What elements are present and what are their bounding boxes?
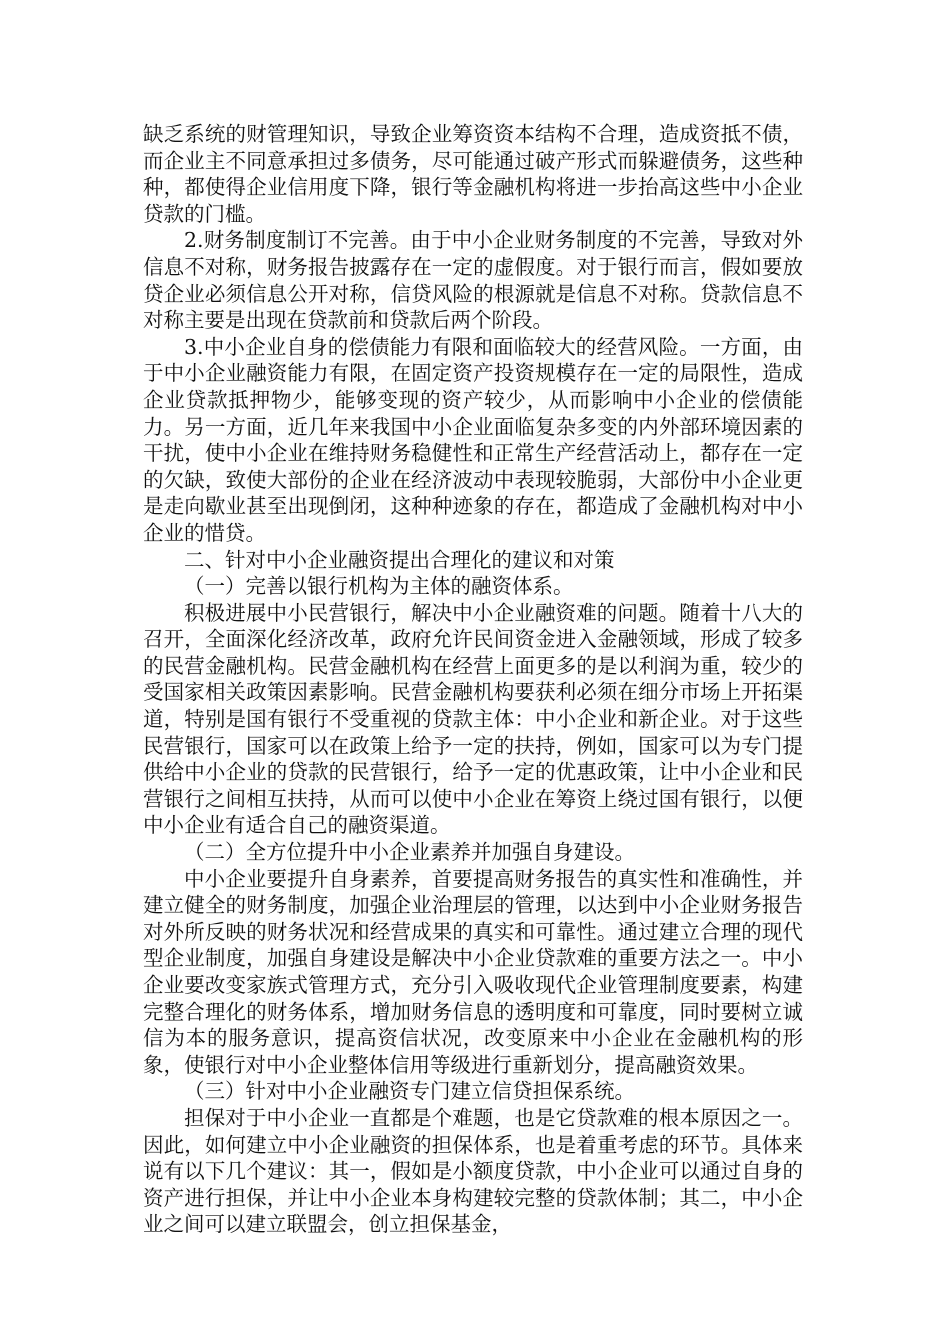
paragraph-debt-capacity: 3.中小企业自身的偿债能力有限和面临较大的经营风险。一方面，由于中小企业融资能力有限，在固定资产投资规模存在一定的局限性，造成企业贷款抵押物少，能够变现的资产较少，从而影响中小企业的偿债能力。另一方面，近几年来我国中小企业面临复杂多变的内外部环境因素的干扰，使中小企业在维持财务稳健性和正常生产经营活动上，都存在一定的欠缺，致使大部份的企业在经济波动中表现较脆弱，大部份中小企业更是走向歇业甚至出现倒闭，这种种迹象的存在，都造成了金融机构对中小企业的惜贷。 xyxy=(143,334,803,545)
section-heading-suggestions: 二、针对中小企业融资提出合理化的建议和对策 xyxy=(184,547,615,572)
paragraph-financial-system: 2.财务制度制订不完善。由于中小企业财务制度的不完善，导致对外信息不对称，财务报告披露存在一定的虚假度。对于银行而言，假如要放贷企业必须信息公开对称，信贷风险的根源就是信息不对称。贷款信息不对称主要是出现在贷款前和贷款后两个阶段。 xyxy=(143,228,803,333)
subheading-self-improvement: （二）全方位提升中小企业素养并加强自身建设。 xyxy=(184,840,635,865)
paragraph-credit-threshold: 缺乏系统的财管理知识，导致企业筹资资本结构不合理，造成资抵不债，而企业主不同意承担过多债务，尽可能通过破产形式而躲避债务，这些种种，都使得企业信用度下降，银行等金融机构将进一步抬高这些中小企业贷款的门槛。 xyxy=(143,122,803,226)
subheading-banking-system: （一）完善以银行机构为主体的融资体系。 xyxy=(184,574,574,599)
paragraph-private-banks: 积极进展中小民营银行，解决中小企业融资难的问题。随着十八大的召开，全面深化经济改革，政府允许民间资金进入金融领域，形成了较多的民营金融机构。民营金融机构在经营上面更多的是以利润为重，较少的受国家相关政策因素影响。民营金融机构要获利必须在细分市场上开拓渠道，特别是国有银行不受重视的贷款主体：中小企业和新企业。对于这些民营银行，国家可以在政策上给予一定的扶持，例如，国家可以为专门提供给中小企业的贷款的民营银行，给予一定的优惠政策，让中小企业和民营银行之间相互扶持，从而可以使中小企业在筹资上绕过国有银行，以便中小企业有适合自己的融资渠道。 xyxy=(143,600,803,838)
document-page xyxy=(143,121,803,1238)
subheading-credit-guarantee: （三）针对中小企业融资专门建立信贷担保系统。 xyxy=(184,1079,635,1104)
paragraph-credit-guarantee: 担保对于中小企业一直都是个难题，也是它贷款难的根本原因之一。因此，如何建立中小企业融资的担保体系，也是着重考虑的环节。具体来说有以下几个建议：其一，假如是小额度贷款，中小企业可以通过自身的资产进行担保，并让中小企业本身构建较完整的贷款体制；其二，中小企业之间可以建立联盟会，创立担保基金， xyxy=(143,1105,803,1237)
paragraph-self-improvement: 中小企业要提升自身素养，首要提高财务报告的真实性和准确性，并建立健全的财务制度，加强企业治理层的管理，以达到中小企业财务报告对外所反映的财务状况和经营成果的真实和可靠性。通过建立合理的现代型企业制度，加强自身建设是解决中小企业贷款难的重要方法之一。中小企业要改变家族式管理方式，充分引入吸收现代企业管理制度要素，构建完整合理化的财务体系，增加财务信息的透明度和可靠度，同时要树立诚信为本的服务意识，提高资信状况，改变原来中小企业在金融机构的形象，使银行对中小企业整体信用等级进行重新划分，提高融资效果。 xyxy=(143,866,803,1077)
